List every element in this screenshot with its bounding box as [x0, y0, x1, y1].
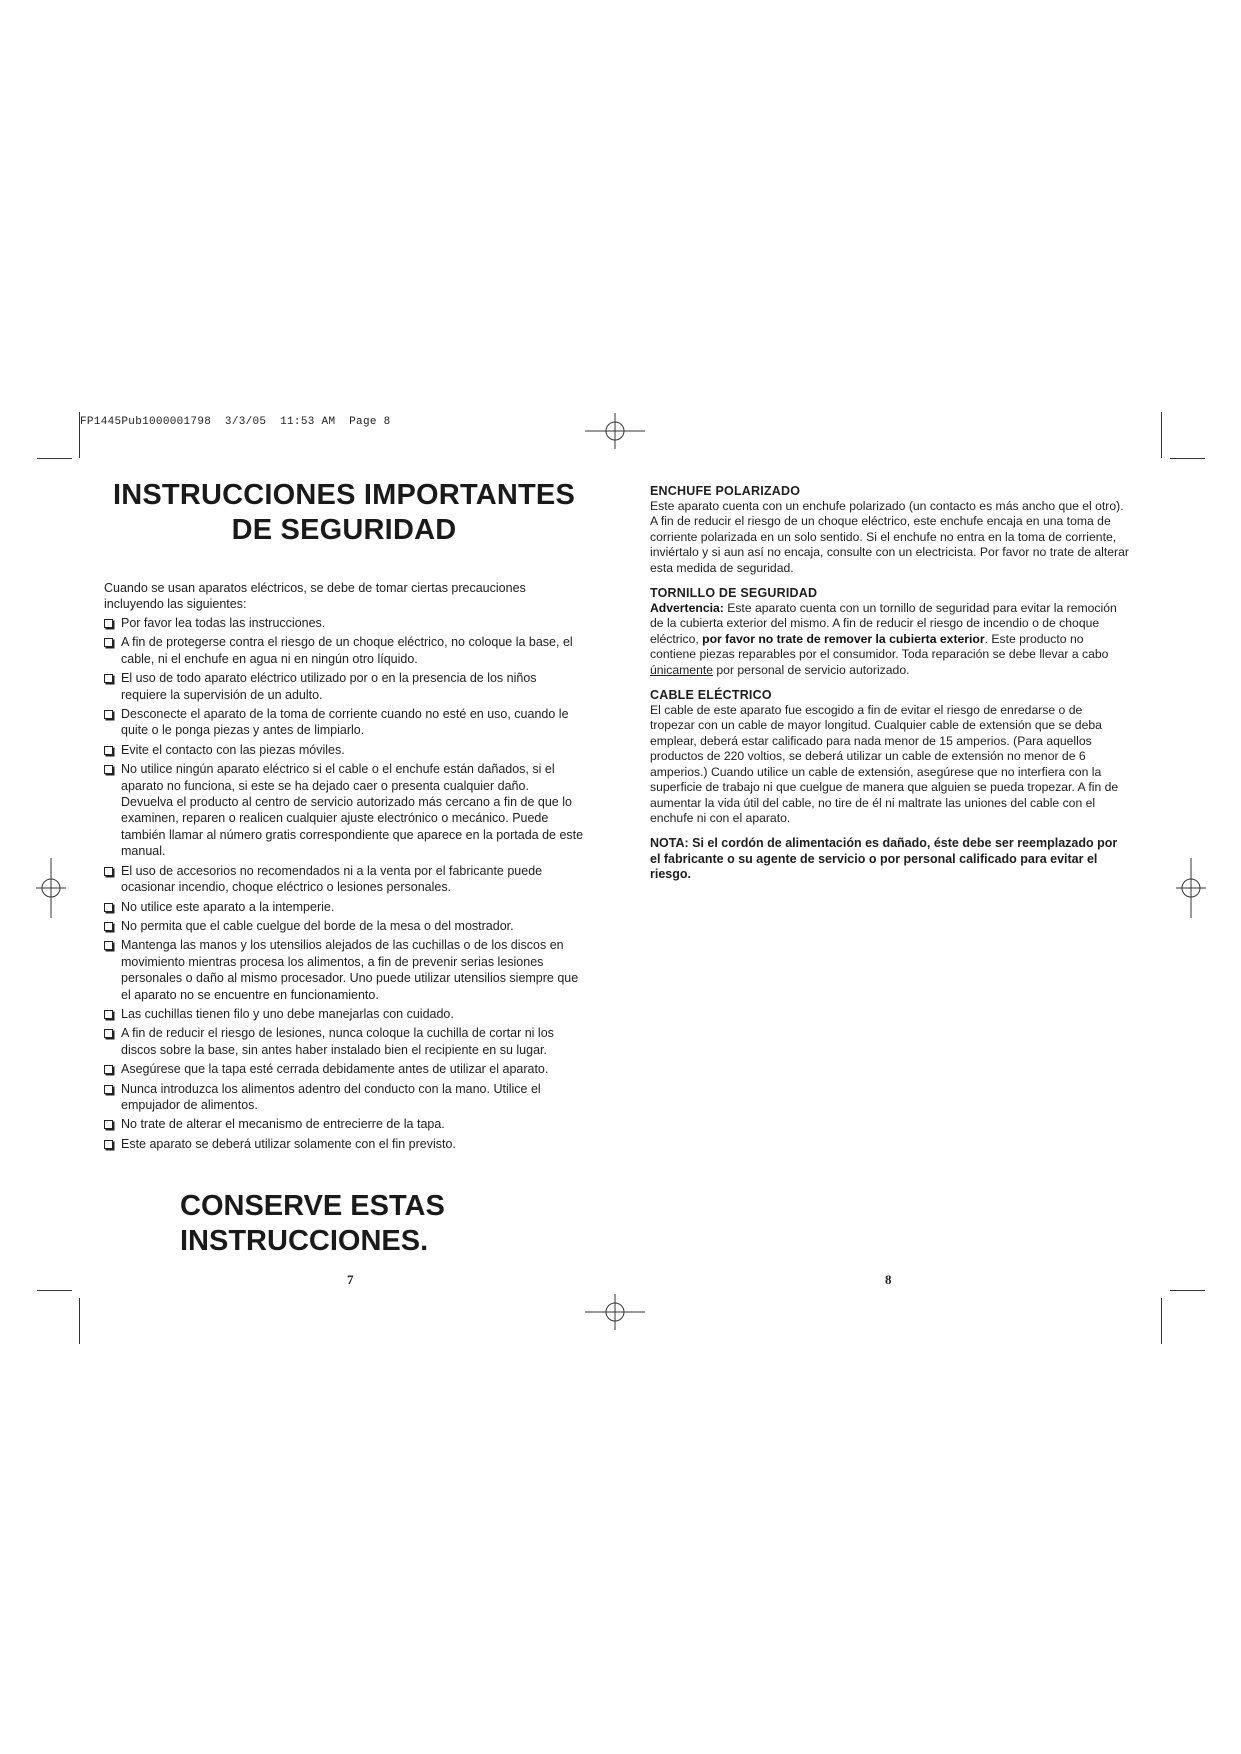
checkbox-bullet-icon [104, 1120, 113, 1129]
checkbox-bullet-icon [104, 1065, 113, 1074]
checkbox-bullet-icon [104, 1085, 113, 1094]
checkbox-bullet-icon [104, 746, 113, 755]
note-text: NOTA: Si el cordón de alimentación es dañado, éste debe ser reemplazado por el fabricante o su agente de servicio o por personal calificado para evitar el riesgo. [650, 836, 1118, 882]
section-title-screw: TORNILLO DE SEGURIDAD [650, 586, 818, 601]
section-title-plug: ENCHUFE POLARIZADO [650, 484, 801, 498]
list-item: Asegúrese que la tapa esté cerrada debidamente antes de utilizar el aparato. [104, 1061, 584, 1077]
registration-mark-icon [1176, 858, 1206, 918]
checkbox-bullet-icon [104, 1010, 113, 1019]
crop-mark [37, 458, 72, 459]
list-item: No utilice este aparato a la intemperie. [104, 899, 584, 915]
intro-text: Cuando se usan aparatos eléctricos, se debe de tomar ciertas precauciones incluyendo las siguientes: [104, 581, 526, 611]
list-item: Evite el contacto con las piezas móviles. [104, 742, 584, 758]
list-item: Nunca introduzca los alimentos adentro del conducto con la mano. Utilice el empujador de alimentos. [104, 1081, 584, 1114]
crop-mark [79, 1298, 80, 1344]
checkbox-bullet-icon [104, 710, 113, 719]
checkbox-bullet-icon [104, 619, 113, 628]
warning-label: Advertencia: [650, 601, 724, 616]
checkbox-bullet-icon [104, 674, 113, 683]
checkbox-bullet-icon [104, 903, 113, 912]
list-item: Las cuchillas tienen filo y uno debe manejarlas con cuidado. [104, 1006, 584, 1022]
list-item: El uso de todo aparato eléctrico utilizado por o en la presencia de los niños requiere la supervisión de un adulto. [104, 670, 584, 703]
list-item: A fin de reducir el riesgo de lesiones, nunca coloque la cuchilla de cortar ni los discos sobre la base, sin antes haber instalado bien el recipiente en su lugar. [104, 1025, 584, 1058]
checkbox-bullet-icon [104, 1140, 113, 1149]
safety-list [104, 615, 584, 1152]
page-number-right: 8 [885, 1272, 892, 1287]
print-slug: FP1445Pub1000001798 3/3/05 11:53 AM Page 8 [80, 416, 391, 428]
title-line-2: DE SEGURIDAD [231, 514, 457, 546]
list-item: No permita que el cable cuelgue del borde de la mesa o del mostrador. [104, 918, 584, 934]
list-item: No utilice ningún aparato eléctrico si el cable o el enchufe están dañados, si el aparato no funciona, si este se ha dejado caer o presenta cualquier daño. Devuelva el producto al centro de servicio autorizado más cercano a fin de que lo examinen, reparen o realicen cualquier ajuste electrónico o mecánico. Puede también llamar al número gratis correspondiente que aparece en la portada de este manual. [104, 761, 584, 859]
section-body-cable: El cable de este aparato fue escogido a fin de evitar el riesgo de enredarse o de tropezar con un cable de mayor longitud. Cualquier cable de extensión que se deba emplear, deberá estar calificado para nada menor de 15 amperios. (Para aquellos productos de 220 voltios, se deberá utilizar un cable de extensión no menor de 6 amperios.) Cuando utilice un cable de extensión, asegúrese que no interfiera con la superficie de trabajo ni que cuelgue de manera que alguien se pueda tropezar. A fin de aumentar la vida útil del cable, no tire de él ni maltrate las uniones del cable con el enchufe ni con el aparato. [650, 703, 1119, 825]
right-page [650, 484, 1130, 883]
list-item: Este aparato se deberá utilizar solamente con el fin previsto. [104, 1136, 584, 1152]
crop-mark [1161, 412, 1162, 458]
list-item: Mantenga las manos y los utensilios alejados de las cuchillas o de los discos en movimiento mientras procesa los alimentos, a fin de prevenir serias lesiones personales o daño al mismo procesador. Uno puede utilizar utensilios siempre que el aparato no se encuentre en funcionamiento. [104, 937, 584, 1003]
checkbox-bullet-icon [104, 1029, 113, 1038]
registration-mark-icon [36, 858, 66, 918]
page-number-left: 7 [347, 1272, 354, 1287]
checkbox-bullet-icon [104, 867, 113, 876]
crop-mark [79, 412, 80, 458]
crop-mark [1170, 458, 1205, 459]
warning-emphasis: por favor no trate de remover la cubierta exterior [702, 631, 985, 646]
crop-mark [1161, 1298, 1162, 1344]
list-item: No trate de alterar el mecanismo de entrecierre de la tapa. [104, 1116, 584, 1132]
checkbox-bullet-icon [104, 638, 113, 647]
list-item: Por favor lea todas las instrucciones. [104, 615, 584, 631]
section-title-cable: CABLE ELÉCTRICO [650, 688, 772, 703]
crop-mark [37, 1290, 72, 1291]
list-item: El uso de accesorios no recomendados ni a la venta por el fabricante puede ocasionar incendio, choque eléctrico o lesiones personales. [104, 863, 584, 896]
section-body-plug: Este aparato cuenta con un enchufe polarizado (un contacto es más ancho que el otro). A fin de reducir el riesgo de un choque eléctrico, este enchufe encaja en una toma de corriente polarizada en un solo sentido. Si el enchufe no entra en la toma de corriente, inviértalo y si aun así no encaja, consulte con un electricista. Por favor no trate de alterar esta medida de seguridad. [650, 499, 1129, 575]
title-line-1: INSTRUCCIONES IMPORTANTES [112, 479, 576, 511]
list-item: A fin de protegerse contra el riesgo de un choque eléctrico, no coloque la base, el cable, ni el enchufe en agua ni en ningún otro líquido. [104, 634, 584, 667]
crop-mark [1170, 1290, 1205, 1291]
save-instructions-heading: CONSERVE ESTAS INSTRUCCIONES. [180, 1190, 445, 1257]
registration-mark-icon [585, 1294, 645, 1330]
checkbox-bullet-icon [104, 765, 113, 774]
page-title [104, 478, 584, 548]
checkbox-bullet-icon [104, 922, 113, 931]
underlined-text: únicamente [650, 662, 714, 677]
list-item: Desconecte el aparato de la toma de corriente cuando no esté en uso, cuando le quite o le ponga piezas y antes de limpiarlo. [104, 706, 584, 739]
left-page [104, 478, 584, 1155]
section-body-screw: Advertencia: Este aparato cuenta con un tornillo de seguridad para evitar la remoción de la cubierta exterior del mismo. A fin de reducir el riesgo de incendio o de choque eléctrico, por favor no trate de remover la cubierta exterior. Este producto no contiene piezas reparables por el consumidor. Toda reparación se debe llevar a cabo únicamente por personal de servicio autorizado. [650, 601, 1117, 677]
registration-mark-icon [585, 413, 645, 449]
checkbox-bullet-icon [104, 941, 113, 950]
